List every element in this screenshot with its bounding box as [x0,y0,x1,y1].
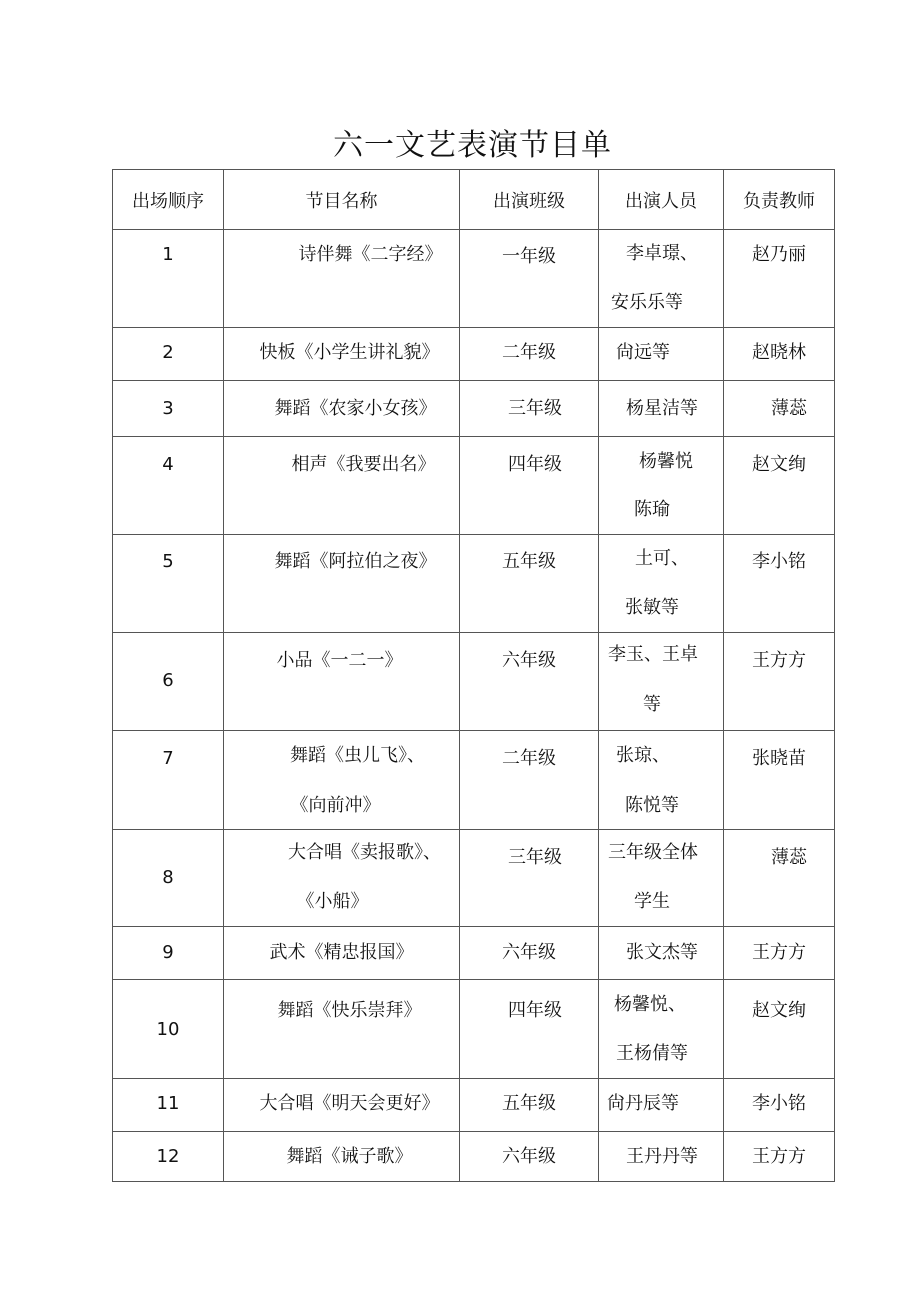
performers-line: 杨馨悦 [639,451,693,472]
program-name-line: 舞蹈《阿拉伯之夜》 [274,551,437,572]
program-name-line: 大合唱《卖报歌》、 [288,842,441,863]
cell-program [224,535,460,633]
cell-order [113,1132,224,1182]
cell-grade [460,1079,599,1132]
cell-order [113,731,224,830]
header-performers: 出演人员 [599,170,724,230]
cell-order [113,437,224,535]
cell-teacher [724,535,835,633]
cell-performers [599,437,724,535]
cell-teacher [724,830,835,927]
cell-grade [460,1132,599,1182]
order-number: 5 [162,551,174,572]
table-row [113,381,835,437]
table-row [113,1132,835,1182]
program-table [112,169,835,1182]
performers-line: 张文杰等 [626,942,698,963]
order-number: 4 [162,454,174,475]
order-number: 10 [156,1019,180,1040]
grade-label: 五年级 [502,551,556,572]
grade-label: 六年级 [502,942,556,963]
table-row [113,1079,835,1132]
program-name-line: 舞蹈《快乐崇拜》 [277,1000,422,1021]
cell-order [113,381,224,437]
order-number: 11 [156,1093,180,1114]
table-row [113,980,835,1079]
cell-grade [460,535,599,633]
order-number: 3 [162,398,174,419]
cell-order [113,830,224,927]
performers-line: 陈悦等 [625,795,679,816]
cell-program [224,830,460,927]
cell-grade [460,830,599,927]
program-name-line: 舞蹈《诫子歌》 [286,1146,413,1167]
cell-grade [460,381,599,437]
grade-label: 四年级 [508,1000,562,1021]
header-row [113,170,835,230]
cell-grade [460,731,599,830]
table-row [113,633,835,731]
performers-line: 陈瑜 [634,499,670,520]
order-number: 7 [162,748,174,769]
program-name-line: 《向前冲》 [290,795,381,816]
order-number: 1 [162,244,174,265]
cell-program [224,927,460,980]
cell-program [224,1079,460,1132]
cell-performers [599,1132,724,1182]
grade-label: 二年级 [502,342,556,363]
cell-program [224,980,460,1079]
performers-line: 张敏等 [625,597,679,618]
program-name-line: 舞蹈《虫儿飞》、 [290,745,425,766]
page-title: 六一文艺表演节目单 [333,128,612,163]
order-number: 12 [156,1146,180,1167]
header-teacher: 负责教师 [724,170,835,230]
table-row [113,437,835,535]
cell-performers [599,633,724,731]
cell-performers [599,1079,724,1132]
cell-performers [599,927,724,980]
program-name-line: 大合唱《明天会更好》 [259,1093,440,1114]
table-row [113,328,835,381]
teacher-name: 赵文绚 [752,1000,806,1021]
program-name-line: 快板《小学生讲礼貌》 [259,342,440,363]
performers-line: 李卓璟、 [626,243,698,264]
program-name-line: 武术《精忠报国》 [269,942,414,963]
header-order: 出场顺序 [113,170,224,230]
cell-program [224,328,460,381]
cell-order [113,230,224,328]
performers-line: 尙丹辰等 [607,1093,679,1114]
performers-line: 杨星洁等 [626,398,698,419]
teacher-name: 李小铭 [752,1093,806,1114]
cell-teacher [724,381,835,437]
performers-line: 尙远等 [616,342,670,363]
cell-grade [460,980,599,1079]
program-name-line: 相声《我要出名》 [291,454,436,475]
performers-line: 安乐乐等 [611,292,683,313]
teacher-name: 王方方 [752,942,806,963]
performers-line: 王丹丹等 [626,1146,698,1167]
cell-program [224,731,460,830]
cell-program [224,230,460,328]
performers-line: 等 [643,694,661,715]
cell-grade [460,328,599,381]
table-row [113,830,835,927]
header-grade: 出演班级 [460,170,599,230]
teacher-name: 薄蕊 [771,847,807,868]
cell-performers [599,230,724,328]
cell-order [113,535,224,633]
grade-label: 三年级 [508,847,562,868]
table-row [113,230,835,328]
program-name-line: 《小船》 [296,891,369,912]
cell-teacher [724,1132,835,1182]
cell-order [113,1079,224,1132]
cell-teacher [724,1079,835,1132]
grade-label: 五年级 [502,1093,556,1114]
teacher-name: 李小铭 [752,551,806,572]
cell-teacher [724,731,835,830]
cell-teacher [724,328,835,381]
teacher-name: 王方方 [752,650,806,671]
cell-teacher [724,633,835,731]
grade-label: 六年级 [502,650,556,671]
teacher-name: 赵晓林 [752,342,806,363]
teacher-name: 张晓苗 [752,748,806,769]
teacher-name: 赵乃丽 [752,244,806,265]
table-row [113,731,835,830]
cell-order [113,980,224,1079]
cell-order [113,328,224,381]
cell-program [224,633,460,731]
grade-label: 二年级 [502,748,556,769]
cell-performers [599,980,724,1079]
cell-program [224,381,460,437]
cell-grade [460,230,599,328]
cell-grade [460,633,599,731]
cell-teacher [724,927,835,980]
teacher-name: 王方方 [752,1146,806,1167]
grade-label: 四年级 [508,454,562,475]
performers-line: 杨馨悦、 [614,994,686,1015]
cell-teacher [724,437,835,535]
table-row [113,927,835,980]
cell-order [113,633,224,731]
grade-label: 一年级 [502,246,556,267]
program-name-line: 诗伴舞《二字经》 [298,244,443,265]
cell-performers [599,328,724,381]
performers-line: 张琼、 [616,745,670,766]
cell-teacher [724,230,835,328]
cell-program [224,1132,460,1182]
order-number: 6 [162,670,174,691]
cell-grade [460,927,599,980]
order-number: 8 [162,867,174,888]
cell-performers [599,830,724,927]
teacher-name: 赵文绚 [752,454,806,475]
performers-line: 三年级全体 [608,842,698,863]
cell-performers [599,731,724,830]
grade-label: 六年级 [502,1146,556,1167]
header-program: 节目名称 [224,170,460,230]
grade-label: 三年级 [508,398,562,419]
cell-grade [460,437,599,535]
cell-teacher [724,980,835,1079]
performers-line: 王杨倩等 [616,1043,688,1064]
program-name-line: 舞蹈《农家小女孩》 [274,398,437,419]
performers-line: 李玉、王卓 [608,644,698,665]
performers-line: 土可、 [635,548,689,569]
cell-order [113,927,224,980]
performers-line: 学生 [634,891,670,912]
order-number: 9 [162,942,174,963]
table-row [113,535,835,633]
program-name-line: 小品《一二一》 [276,650,403,671]
cell-performers [599,381,724,437]
cell-program [224,437,460,535]
cell-performers [599,535,724,633]
teacher-name: 薄蕊 [771,398,807,419]
order-number: 2 [162,342,174,363]
